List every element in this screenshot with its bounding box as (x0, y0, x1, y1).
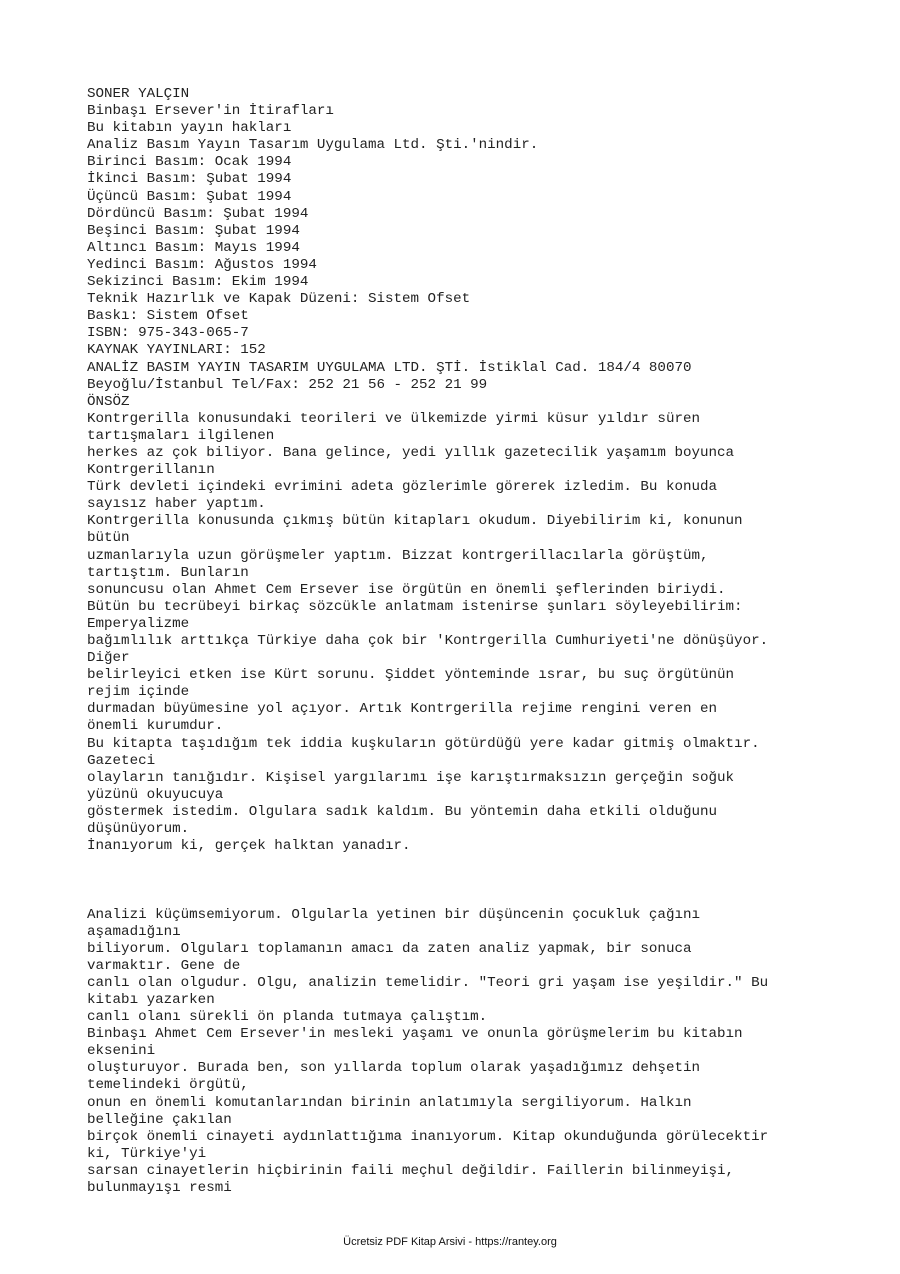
text-line: uzmanlarıyla uzun görüşmeler yaptım. Bizzat kontrgerillacılarla görüştüm, (87, 547, 709, 564)
text-line: ISBN: 975-343-065-7 (87, 325, 249, 342)
document-section-continued (87, 907, 877, 1198)
paragraph-gap (87, 889, 877, 906)
text-line: Diğer (87, 650, 130, 667)
paragraph-gap (87, 872, 877, 889)
text-line: Birinci Basım: Ocak 1994 (87, 154, 292, 171)
text-line: bağımlılık arttıkça Türkiye daha çok bir 'Kontrgerilla Cumhuriyeti'ne dönüşüyor. (87, 633, 769, 649)
text-line: oluşturuyor. Burada ben, son yıllarda toplum olarak yaşadığımız dehşetin (87, 1060, 700, 1077)
text-line: kitabı yazarken (87, 991, 215, 1008)
text-line: Yedinci Basım: Ağustos 1994 (87, 256, 317, 273)
text-line: İnanıyorum ki, gerçek halktan yanadır. (87, 838, 411, 855)
text-line: Bütün bu tecrübeyi birkaç sözcükle anlatmam istenirse şunları söyleyebilirim: (87, 598, 743, 615)
text-line: ÖNSÖZ (87, 393, 130, 410)
text-line: Binbaşı Ahmet Cem Ersever'in mesleki yaşamı ve onunla görüşmelerim bu kitabın (87, 1026, 743, 1043)
text-line: aşamadığını (87, 923, 181, 940)
text-line: belirleyici etken ise Kürt sorunu. Şiddet yönteminde ısrar, bu suç örgütünün (87, 667, 735, 684)
text-line: Türk devleti içindeki evrimini adeta gözlerimle görerek izledim. Bu konuda (87, 479, 718, 496)
text-line: biliyorum. Olguları toplamanın amacı da zaten analiz yapmak, bir sonuca (87, 940, 692, 957)
text-line: bütün (87, 530, 130, 547)
text-line: varmaktır. Gene de (87, 957, 241, 974)
text-line: Kontrgerilla konusundaki teorileri ve ülkemizde yirmi küsur yıldır süren (87, 410, 700, 427)
text-line: ANALİZ BASIM YAYIN TASARIM UYGULAMA LTD. ŞTİ. İstiklal Cad. 184/4 80070 (87, 359, 692, 376)
text-line: tartıştım. Bunların (87, 564, 249, 581)
text-line: Analiz Basım Yayın Tasarım Uygulama Ltd. Şti.'nindir. (87, 137, 539, 154)
text-line: Beyoğlu/İstanbul Tel/Fax: 252 21 56 - 252 21 99 (87, 376, 488, 393)
text-line: tartışmaları ilgilenen (87, 427, 275, 444)
text-line: durmadan büyümesine yol açıyor. Artık Kontrgerilla rejime rengini veren en (87, 701, 718, 718)
text-line: sonuncusu olan Ahmet Cem Ersever ise örgütün en önemli şeflerinden biriydi. (87, 581, 726, 598)
text-line: Kontrgerilla konusunda çıkmış bütün kitapları okudum. Diyebilirim ki, konunun (87, 513, 743, 530)
document-section-preface (87, 86, 877, 855)
text-line: SONER YALÇIN (87, 86, 190, 102)
text-line: ki, Türkiye'yi (87, 1145, 207, 1162)
text-line: onun en önemli komutanlarından birinin anlatımıyla sergiliyorum. Halkın (87, 1094, 692, 1111)
text-line: rejim içinde (87, 684, 190, 701)
text-line: canlı olanı sürekli ön planda tutmaya çalıştım. (87, 1009, 488, 1026)
text-line: KAYNAK YAYINLARI: 152 (87, 342, 266, 359)
footer-watermark-text: Ücretsiz PDF Kitap Arsivi - https://rantey.org (343, 1236, 557, 1248)
document-page (87, 86, 877, 1197)
text-line: Altıncı Basım: Mayıs 1994 (87, 239, 300, 256)
text-line: Dördüncü Basım: Şubat 1994 (87, 205, 309, 222)
text-line: canlı olan olgudur. Olgu, analizin temelidir. "Teori gri yaşam ise yeşildir." Bu (87, 974, 769, 991)
text-line: Emperyalizme (87, 615, 190, 632)
text-line: eksenini (87, 1043, 156, 1060)
text-line: düşünüyorum. (87, 821, 190, 838)
text-line: olayların tanığıdır. Kişisel yargılarımı işe karıştırmaksızın gerçeğin soğuk (87, 769, 735, 786)
text-line: Üçüncü Basım: Şubat 1994 (87, 188, 292, 205)
text-line: belleğine çakılan (87, 1111, 232, 1128)
text-line: yüzünü okuyucuya (87, 786, 224, 803)
text-line: Beşinci Basım: Şubat 1994 (87, 222, 300, 239)
text-line: Binbaşı Ersever'in İtirafları (87, 103, 334, 120)
text-line: Analizi küçümsemiyorum. Olgularla yetinen bir düşüncenin çocukluk çağını (87, 906, 700, 923)
text-line: Sekizinci Basım: Ekim 1994 (87, 274, 309, 291)
text-line: Teknik Hazırlık ve Kapak Düzeni: Sistem Ofset (87, 291, 471, 308)
text-line: sayısız haber yaptım. (87, 496, 266, 513)
text-line: Gazeteci (87, 752, 156, 769)
text-line: birçok önemli cinayeti aydınlattığıma inanıyorum. Kitap okunduğunda görülecektir (87, 1128, 769, 1145)
text-line: bulunmayışı resmi (87, 1180, 232, 1196)
text-line: İkinci Basım: Şubat 1994 (87, 171, 292, 188)
text-line: Kontrgerillanın (87, 462, 215, 479)
paragraph-gap (87, 855, 877, 872)
text-line: temelindeki örgütü, (87, 1077, 249, 1094)
text-line: Baskı: Sistem Ofset (87, 308, 249, 325)
text-line: sarsan cinayetlerin hiçbirinin faili meçhul değildir. Faillerin bilinmeyişi, (87, 1162, 735, 1179)
text-line: önemli kurumdur. (87, 718, 224, 735)
text-line: göstermek istedim. Olgulara sadık kaldım. Bu yöntemin daha etkili olduğunu (87, 803, 718, 820)
text-line: herkes az çok biliyor. Bana gelince, yedi yıllık gazetecilik yaşamım boyunca (87, 444, 735, 461)
text-line: Bu kitabın yayın hakları (87, 120, 292, 137)
text-line: Bu kitapta taşıdığım tek iddia kuşkuların götürdüğü yere kadar gitmiş olmaktır. (87, 735, 760, 752)
